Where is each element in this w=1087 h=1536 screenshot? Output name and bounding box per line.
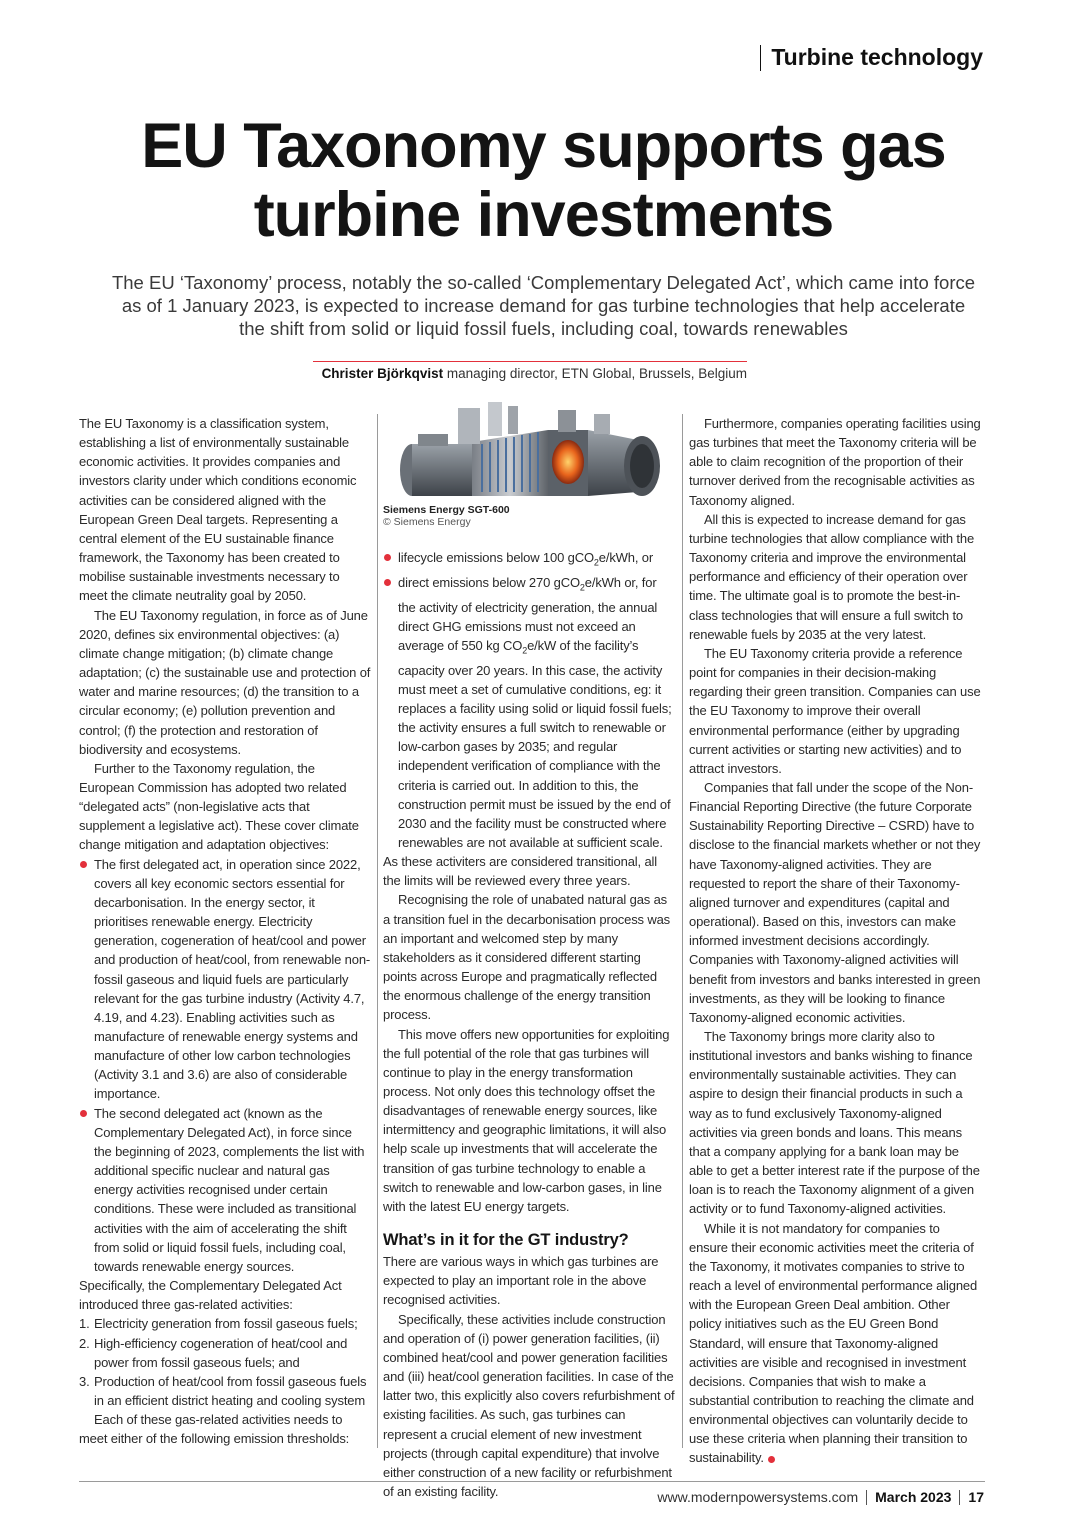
subscript: 2 [579, 582, 585, 593]
list-number: 1. [79, 1316, 90, 1332]
article-column-3 [689, 414, 981, 1468]
bullet-item [383, 573, 677, 852]
subscript: 2 [522, 645, 528, 656]
bullet-item: The first delegated act, in operation since 2022, covers all key economic sectors essential for decarbonisation. In the energy sector, it prioritises renewable energy. Electricity generation, cogeneration of heat/cool and power and production of heat/cool, from renewable non-fossil gaseous and liquid fuels are particularly relevant for the gas turbine industry (Activity 4.7, 4.19, and 4.23). Enabling activities such as manufacture of renewable energy systems and manufacture of other low carbon technologies (Activity 3.1 and 3.6) are also of considerable importance. [79, 855, 371, 1104]
text-run: direct emissions below 270 gCO [398, 574, 580, 590]
footer-url[interactable]: www.modernpowersystems.com [657, 1489, 859, 1505]
footer-divider [959, 1490, 960, 1505]
paragraph: Specifically, the Complementary Delegated Act introduced three gas-related activities: [79, 1278, 342, 1313]
paragraph: The EU Taxonomy is a classification system, establishing a list of environmentally sustainable economic activities. It provides companies and investors clarity under which conditions economic activities can be considered aligned with the European Green Deal targets. Representing a central element of the EU sustainable finance framework, the Taxonomy has been created to mobilise sustainable investments necessary to meet the climate neutrality goal by 2050. [79, 416, 357, 604]
footer-date: March 2023 [875, 1489, 952, 1505]
bullet-item: The second delegated act (known as the Complementary Delegated Act), in force since the beginning of 2023, complements the list with additional specific nuclear and natural gas energy activities recognised under certain conditions. These were included as transitional activities with the aim of accelerating the shift from solid or liquid fossil fuels, including coal, towards renewable energy sources. [79, 1104, 371, 1276]
text-run: While it is not mandatory for companies to ensure their economic activities meet the criteria of the Taxonomy, it motivates companies to strive to reach a level of environmental performance aligned with the European Green Deal ambition. Other policy initiatives such as the EU Green Bond Standard, will ensure that Taxonomy-aligned activities are visible and recognised in investment decisions. Companies that wish to make a substantial contribution to reaching the climate and environmental objectives can voluntarily decide to use these criteria when planning their transition to sustainability. [689, 1220, 978, 1466]
footer-divider [866, 1490, 867, 1505]
paragraph [689, 1219, 981, 1468]
list-item [79, 1334, 371, 1372]
paragraph: There are various ways in which gas turbines are expected to play an important role in the above recognised activities. [383, 1254, 659, 1308]
paragraph: All this is expected to increase demand for gas turbine technologies that allow compliance with the Taxonomy criteria and improve the environmental performance and efficiency of their operation over time. The ultimate goal is to promote the best-in-class technologies that will ensure a full switch to renewable fuels by 2035 at the very latest. [689, 511, 975, 642]
caption-title: Siemens Energy SGT-600 [383, 504, 510, 516]
page-footer [657, 1489, 984, 1505]
article-headline: EU Taxonomy supports gas turbine investments [141, 111, 946, 250]
paragraph: Furthermore, companies operating facilities using gas turbines that meet the Taxonomy criteria will be able to claim recognition of the proportion of their turnover derived from the recognisable activities as Taxonomy aligned. [689, 416, 981, 508]
section-label [760, 44, 983, 71]
list-text: Electricity generation from fossil gaseous fuels; [94, 1316, 358, 1332]
text-run: e/kWh or, for the activity of electricity generation, the annual direct GHG emissions must not exceed an average of 550 kg CO [398, 574, 658, 653]
byline-rule [313, 361, 747, 362]
list-number: 2. [79, 1335, 90, 1351]
bullet-list [383, 548, 677, 852]
page-number: 17 [968, 1489, 984, 1505]
gas-turbine-image [398, 400, 666, 504]
end-mark-icon [768, 1456, 775, 1463]
footer-rule [79, 1481, 985, 1482]
byline-author: Christer Björkqvist [321, 366, 444, 381]
bullet-list [79, 855, 371, 1276]
section-divider [760, 45, 762, 71]
text-run: lifecycle emissions below 100 gCO [398, 550, 594, 565]
section-title: Turbine technology [771, 44, 983, 70]
paragraph: The EU Taxonomy regulation, in force as of June 2020, defines six environmental objectives: (a) climate change mitigation; (b) climate change adaptation; (c) the sustainable use and protection of water and marine resources; (d) the transition to a circular economy; (e) pollution prevention and control; (f) the protection and restoration of biodiversity and ecosystems. [79, 607, 371, 757]
list-text: High-efficiency cogeneration of heat/cool and power from fossil gaseous fuels; and [94, 1335, 348, 1370]
paragraph: As these activiters are considered transitional, all the limits will be reviewed every three years. [383, 854, 658, 889]
caption-credit: © Siemens Energy [383, 516, 471, 528]
column-divider [377, 414, 378, 1448]
column-divider [682, 414, 683, 1448]
article-column-1 [79, 414, 371, 1448]
article-column-2 [383, 548, 677, 1501]
list-item [79, 1314, 371, 1333]
list-item [79, 1372, 371, 1410]
list-number: 3. [79, 1373, 90, 1389]
list-text: Production of heat/cool from fossil gaseous fuels in an efficient district heating and cooling system [94, 1373, 367, 1408]
paragraph: This move offers new opportunities for exploiting the full potential of the role that gas turbines will continue to play in the energy transformation process. Not only does this technology offset the disadvantages of renewable energy sources, like intermittency and geographic limitations, it will also help scale up investments that will accelerate the transition of gas turbine technology to enable a switch to renewable and low-carbon gases, in line with the latest EU energy targets. [383, 1026, 670, 1214]
text-run: e/kWh, or [598, 550, 654, 565]
byline [322, 366, 747, 381]
paragraph: Further to the Taxonomy regulation, the European Commission has adopted two related “delegated acts” (non-legislative acts that supplement a legislative act). These cover climate change mitigation and adaptation objectives: [79, 760, 359, 853]
paragraph: The EU Taxonomy criteria provide a reference point for companies in their decision-making regarding their green transition. Companies can use the EU Taxonomy to improve their overall environmental performance (either by upgrading current activities or starting new activities) and to attract investors. [689, 645, 981, 776]
byline-role: managing director, ETN Global, Brussels, Belgium [443, 366, 747, 381]
subscript: 2 [593, 557, 599, 568]
paragraph: Companies that fall under the scope of the Non-Financial Reporting Directive (the future Corporate Sustainability Reporting Directive – CSRD) have to disclose to the financial markets whether or not they have Taxonomy-aligned activities. They are requested to report the share of their Taxonomy-aligned turnover and expenditures (capital and operational). Based on this, investors can make informed investment decisions accordingly. Companies with Taxonomy-aligned activities will benefit from investors and banks interested in green investments, as they will be looking to finance Taxonomy-aligned economic activities. [689, 779, 981, 1025]
article-standfirst: The EU ‘Taxonomy’ process, notably the so-called ‘Complementary Delegated Act’, which came into force as of 1 January 2023, is expected to increase demand for gas turbine technologies that help accelerate the shift from solid or liquid fossil fuels, including coal, towards renewables [111, 272, 976, 339]
numbered-list [79, 1314, 371, 1410]
paragraph: Each of these gas-related activities needs to meet either of the following emission thresholds: [79, 1412, 350, 1447]
paragraph: Specifically, these activities include construction and operation of (i) power generation facilities, (ii) combined heat/cool and power generation facilities and (iii) heat/cool generation facilities. In case of the latter two, this explicitly also covers refurbishment of existing facilities. As such, gas turbines can represent a crucial element of new investment projects (through capital expenditure) that involve either construction of a new facility or refurbishment of an existing facility. [383, 1311, 675, 1499]
figure-caption [383, 504, 510, 528]
bullet-item [383, 548, 677, 573]
paragraph: Recognising the role of unabated natural gas as a transition fuel in the decarbonisation process was an important and welcomed step by many stakeholders as it considered different starting points across Europe and pragmatically reflected the enormous challenge of the energy transition process. [383, 892, 671, 1023]
section-heading: What’s in it for the GT industry? [383, 1231, 629, 1250]
paragraph: The Taxonomy brings more clarity also to institutional investors and banks wishing to finance environmentally sustainable activities. They can aspire to design their financial products in such a way as to fund exclusively Taxonomy-aligned activities via green bonds and loans. This means that a company applying for a bank loan may be able to get a better interest rate if the purpose of the loan is to reach the Taxonomy alignment of a given activity or to fund Taxonomy-aligned activities. [689, 1029, 980, 1217]
text-run: e/kW of the facility’s capacity over 20 years. In this case, the activity must meet a set of cumulative conditions, eg: it replaces a facility using solid or liquid fossil fuels; the activity ensures a full switch to renewable or low-carbon gases by 2035; and regular independent verification of compliance with the criteria is carried out. In addition to this, the construction permit must be issued by the end of 2030 and the facility must be constructed where renewables are not available at sufficient scale. [398, 637, 672, 850]
